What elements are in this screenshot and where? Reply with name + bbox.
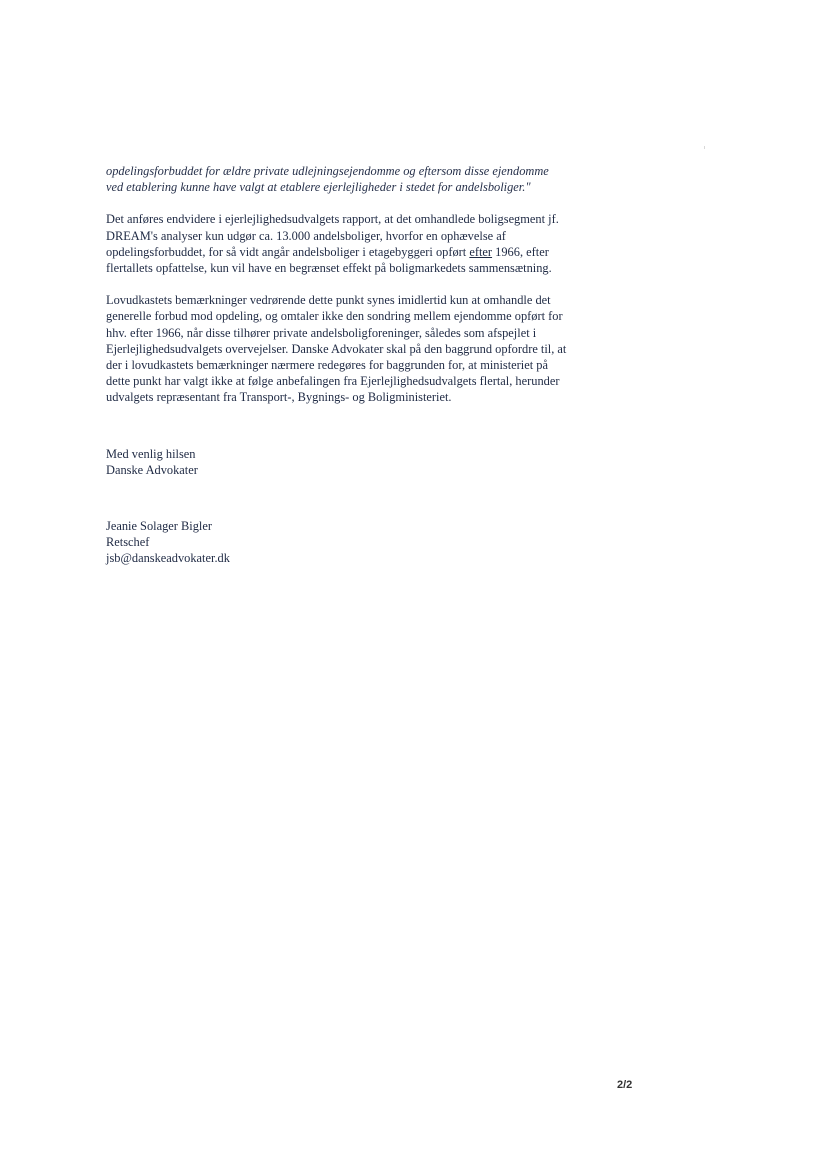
closing-salutation xyxy=(106,446,606,478)
signature-block xyxy=(106,518,606,567)
page-number: 2/2 xyxy=(617,1079,633,1091)
paragraph2-line-4: Ejerlejlighedsudvalgets overvejelser. Danske Advokater skal på den baggrund opfordre til, at xyxy=(106,341,567,356)
closing-line-1: Med venlig hilsen xyxy=(106,446,196,461)
paragraph-remarks xyxy=(106,292,606,405)
signer-email: jsb@danskeadvokater.dk xyxy=(106,551,230,566)
paragraph2-line-7: udvalgets repræsentant fra Transport-, Bygnings- og Boligministeriet. xyxy=(106,390,452,405)
quote-line-2: ved etablering kunne have valgt at etablere ejerlejligheder i stedet for andelsboliger." xyxy=(106,180,531,195)
paragraph2-line-6: dette punkt har valgt ikke at følge anbefalingen fra Ejerlejlighedsudvalgets flertal, herunder xyxy=(106,374,560,389)
paragraph2-line-3: hhv. efter 1966, når disse tilhører private andelsboligforeninger, således som afspejlet i xyxy=(106,325,537,340)
underlined-word: efter xyxy=(469,244,493,259)
paragraph1-line-3-start: opdelingsforbuddet, for så vidt angår andelsboliger i etagebyggeri opført xyxy=(106,244,470,259)
paragraph2-line-1: Lovudkastets bemærkninger vedrørende dette punkt synes imidlertid kun at omhandle det xyxy=(106,293,551,308)
closing-line-2: Danske Advokater xyxy=(106,462,198,477)
quote-paragraph xyxy=(106,163,606,195)
signer-title: Retschef xyxy=(106,535,150,550)
paragraph1-line-3 xyxy=(106,244,606,260)
paragraph1-line-1: Det anføres endvidere i ejerlejlighedsudvalgets rapport, at det omhandlede boligsegment jf. xyxy=(106,212,559,227)
paragraph1-line-2: DREAM's analyser kun udgør ca. 13.000 andelsboliger, hvorfor en ophævelse af xyxy=(106,228,506,243)
signer-name: Jeanie Solager Bigler xyxy=(106,519,212,534)
paragraph-report-summary xyxy=(106,211,606,276)
paragraph1-line-4: flertallets opfattelse, kun vil have en begrænset effekt på boligmarkedets sammensætning. xyxy=(106,261,552,276)
paragraph1-line-3-end: 1966, efter xyxy=(492,244,549,259)
paragraph2-line-5: der i lovudkastets bemærkninger nærmere redegøres for baggrunden for, at ministeriet på xyxy=(106,358,548,373)
paragraph2-line-2: generelle forbud mod opdeling, og omtaler ikke den sondring mellem ejendomme opført for xyxy=(106,309,563,324)
letter-body xyxy=(106,163,606,567)
scan-speck xyxy=(704,146,705,149)
quote-line-1: opdelingsforbuddet for ældre private udlejningsejendomme og eftersom disse ejendomme xyxy=(106,164,549,178)
